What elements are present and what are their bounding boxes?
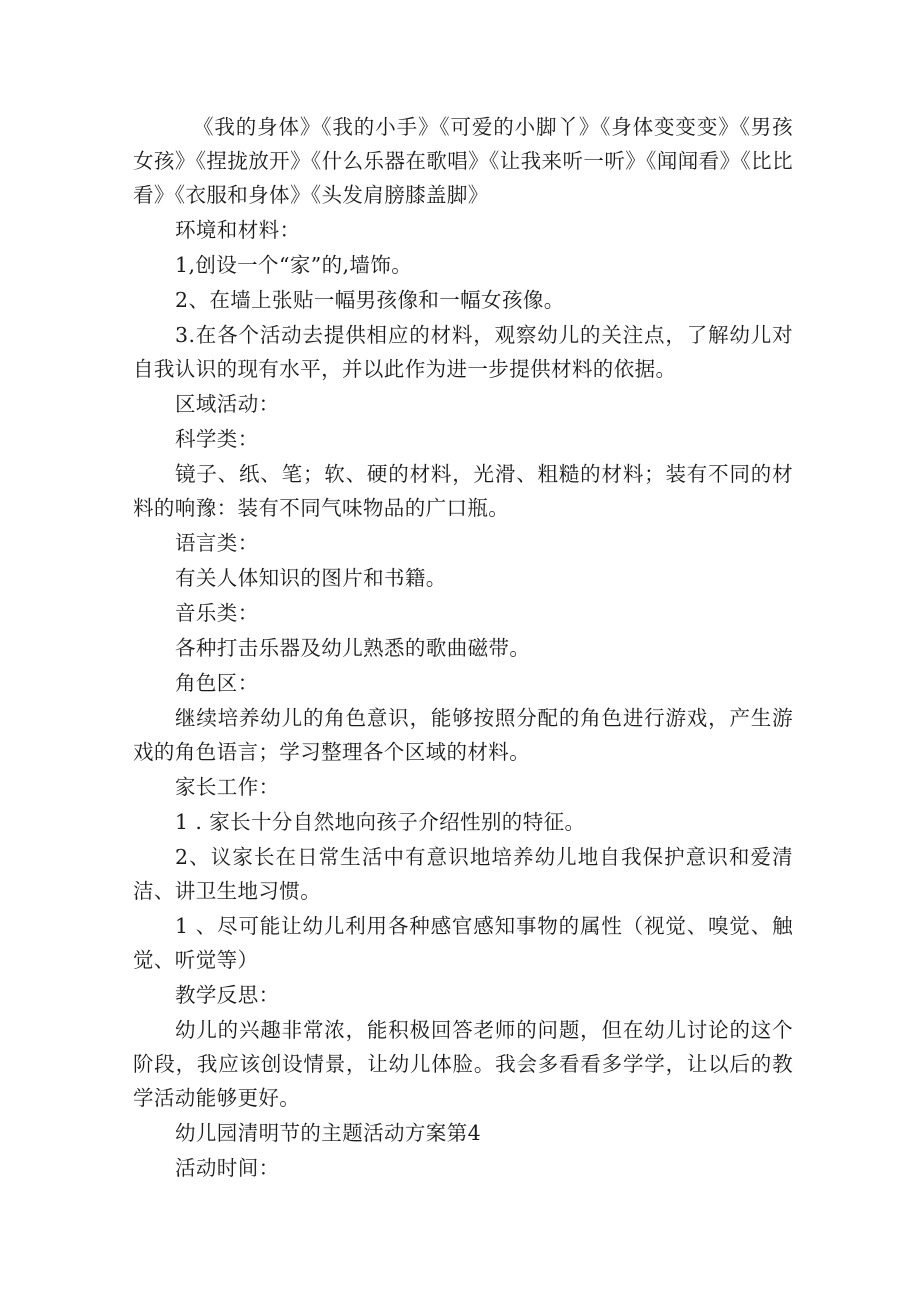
document-body bbox=[133, 110, 793, 1185]
section-heading-parent-work: 家长工作： bbox=[175, 775, 280, 799]
list-item: 1 、尽可能让幼儿利用各种感官感知事物的属性（视觉、嗅觉、触觉、听觉等） bbox=[133, 914, 793, 972]
section-heading-reflection: 教学反思： bbox=[175, 983, 280, 1007]
paragraph: 有关人体知识的图片和书籍。 bbox=[175, 566, 447, 590]
list-item: 1,创设一个“家”的,墙饰。 bbox=[175, 253, 413, 277]
subheading-role-area: 角色区： bbox=[175, 671, 259, 695]
paragraph: 镜子、纸、笔；软、硬的材料，光滑、粗糙的材料；装有不同的材料的响豫：装有不同气味物品的广口瓶。 bbox=[133, 462, 793, 520]
list-item: 1 . 家长十分自然地向孩子介绍性别的特征。 bbox=[175, 810, 586, 834]
book-list-paragraph: 《我的身体》《我的小手》《可爱的小脚丫》《身体变变变》《男孩女孩》《捏拢放开》《什么乐器在歌唱》《让我来听一听》《闻闻看》《比比看》《衣服和身体》《头发肩膀膝盖脚》 bbox=[133, 115, 793, 207]
subheading-science: 科学类： bbox=[175, 427, 259, 451]
paragraph: 各种打击乐器及幼儿熟悉的歌曲磁带。 bbox=[175, 636, 531, 660]
paragraph: 继续培养幼儿的角色意识，能够按照分配的角色进行游戏，产生游戏的角色语言；学习整理各个区域的材料。 bbox=[133, 706, 793, 764]
section-heading-environment: 环境和材料： bbox=[175, 218, 301, 242]
section-heading-area-activities: 区域活动： bbox=[175, 392, 280, 416]
paragraph: 幼儿的兴趣非常浓，能积极回答老师的问题，但在幼儿讨论的这个阶段，我应该创设情景，让幼儿体脸。我会多看看多学学，让以后的教学活动能够更好。 bbox=[133, 1018, 793, 1110]
section-title: 幼儿园清明节的主题活动方案第4 bbox=[175, 1121, 482, 1145]
list-item: 2、议家长在日常生活中有意识地培养幼儿地自我保护意识和爱清洁、讲卫生地习惯。 bbox=[133, 845, 793, 903]
list-item: 3.在各个活动去提供相应的材料，观察幼儿的关注点，了解幼儿对自我认识的现有水平，并以此作为进一步提供材料的依据。 bbox=[133, 323, 793, 381]
subheading-language: 语言类： bbox=[175, 531, 259, 555]
list-item: 2、在墙上张贴一幅男孩像和一幅女孩像。 bbox=[175, 288, 565, 312]
subheading-music: 音乐类： bbox=[175, 601, 259, 625]
section-heading-activity-time: 活动时间： bbox=[175, 1156, 280, 1180]
